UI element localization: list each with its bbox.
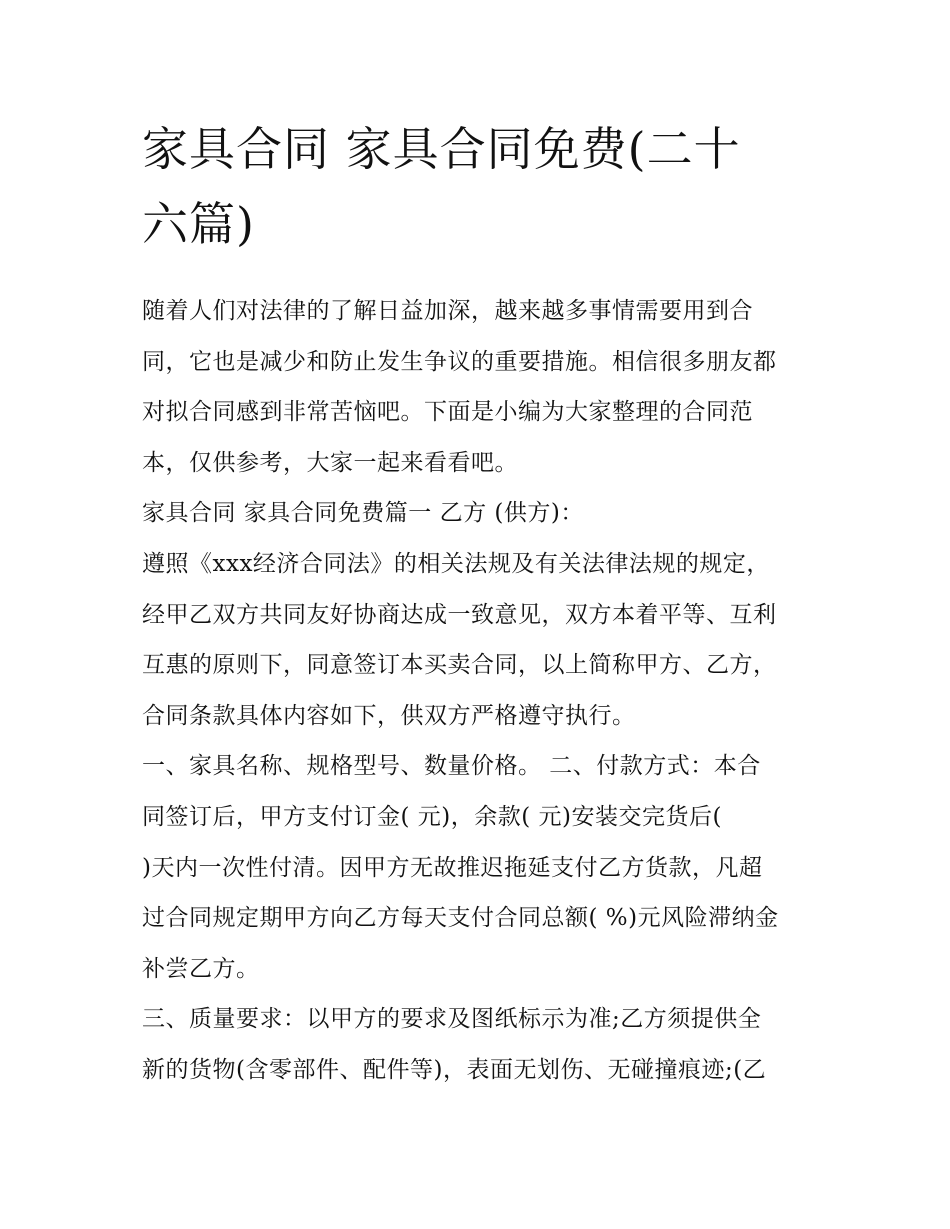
- text-line: 对拟合同感到非常苦恼吧。下面是小编为大家整理的合同范: [142, 399, 753, 426]
- text-line: 合同条款具体内容如下，供双方严格遵守执行。: [142, 702, 636, 729]
- text-line: 补尝乙方。: [142, 955, 260, 982]
- text-line: 家具合同 家具合同免费篇一 乙方 (供方)：: [142, 500, 584, 527]
- text-line: 一、家具名称、规格型号、数量价格。 二、付款方式：本合: [142, 753, 761, 780]
- document-title: [142, 112, 822, 262]
- text-line: 遵照《xxx经济合同法》的相关法规及有关法律法规的规定，: [142, 550, 770, 577]
- text-line: 随着人们对法律的了解日益加深，越来越多事情需要用到合: [142, 298, 753, 324]
- text-line: 新的货物(含零部件、配件等)，表面无划伤、无碰撞痕迹;(乙: [142, 1056, 767, 1083]
- text-line: 同签订后，甲方支付订金( 元)，余款( 元)安装交完货后(: [142, 803, 722, 830]
- intro-paragraph: [142, 286, 822, 488]
- text-line: 本，仅供参考，大家一起来看看吧。: [142, 449, 518, 476]
- text-line: 同，它也是减少和防止发生争议的重要措施。相信很多朋友都: [142, 348, 777, 375]
- text-line: )天内一次性付清。因甲方无故推迟拖延支付乙方货款，凡超: [142, 854, 763, 881]
- text-line: 三、质量要求：以甲方的要求及图纸标示为准;乙方须提供全: [142, 1006, 762, 1033]
- body-paragraph: [142, 539, 822, 741]
- body-paragraph: [142, 741, 822, 994]
- document-page: [142, 112, 822, 1096]
- text-line: 互惠的原则下，同意签订本买卖合同，以上简称甲方、乙方，: [142, 652, 777, 679]
- title-line: 家具合同 家具合同免费(二十: [142, 122, 741, 176]
- text-line: 经甲乙双方共同友好协商达成一致意见，双方本着平等、互利: [142, 601, 777, 628]
- title-line: 六篇): [142, 197, 255, 251]
- body-paragraph: [142, 994, 822, 1095]
- text-line: 过合同规定期甲方向乙方每天支付合同总额( %)元风险滞纳金: [142, 905, 779, 932]
- section-heading: [142, 488, 822, 539]
